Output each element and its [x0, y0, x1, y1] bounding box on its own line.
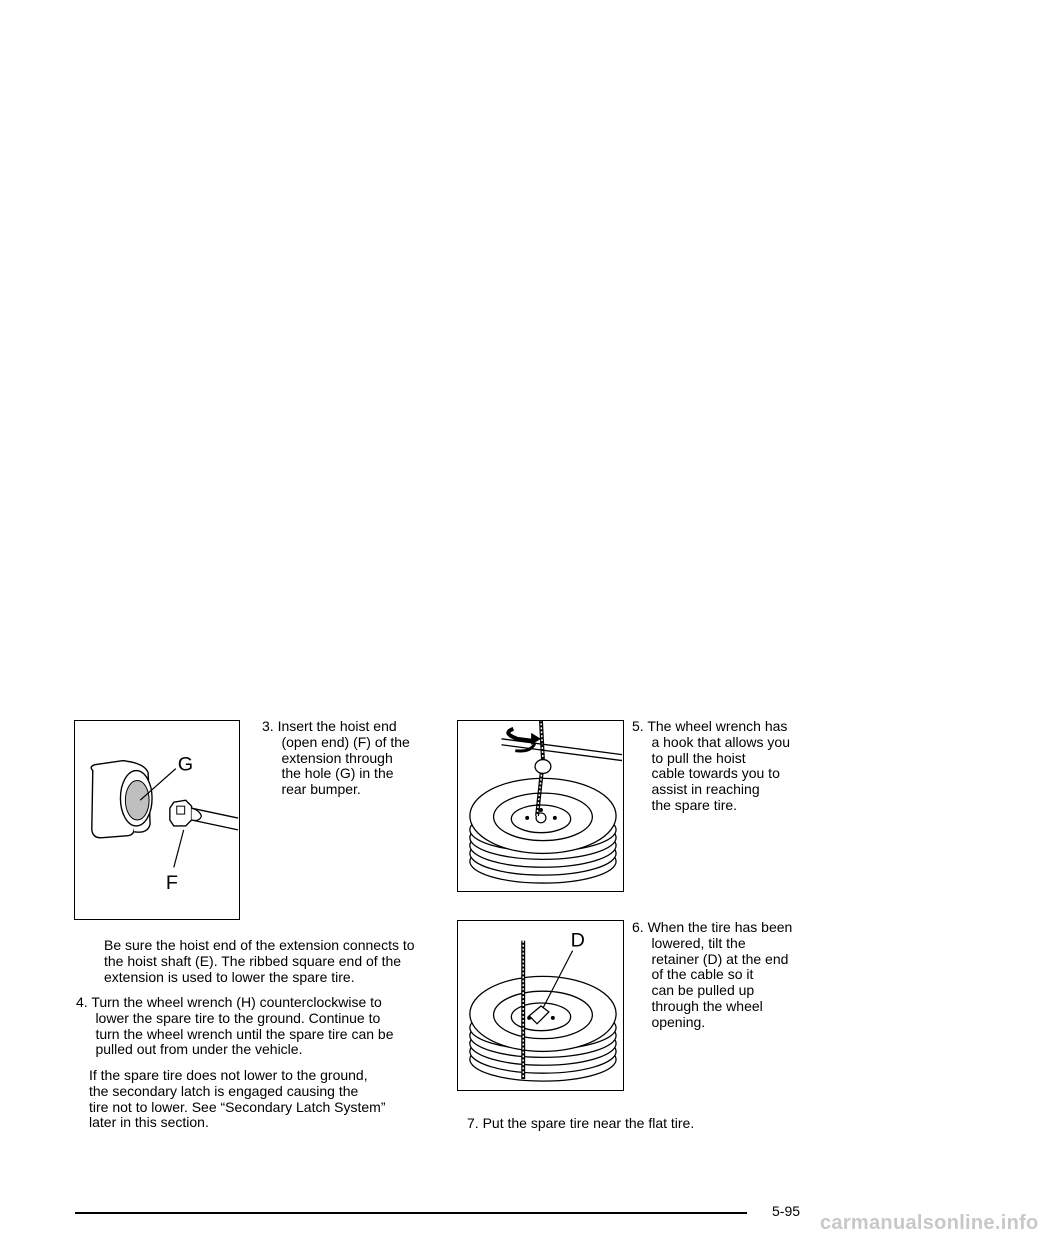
page-number: 5-95 — [772, 1203, 801, 1219]
figure-hoist-extension — [74, 720, 240, 920]
step-7: 7. Put the spare tire near the flat tire. — [467, 1115, 695, 1131]
step-3: 3. Insert the hoist end (open end) (F) of the extension through the hole (G) in the rear bumper. — [262, 718, 410, 798]
step-4-note: If the spare tire does not lower to the ground, the secondary latch is engaged causing the tire not to lower. See “Secondary Latch System” later in this section. — [89, 1067, 386, 1131]
hoist-extension-illustration — [75, 721, 239, 919]
footer-rule — [75, 1212, 747, 1214]
cable-retainer-illustration — [458, 921, 623, 1090]
step-4: 4. Turn the wheel wrench (H) counterclockwise to lower the spare tire to the ground. Continue to turn the wheel wrench until the spare tire can be pulled out from under the vehicle. — [76, 994, 394, 1058]
step-5: 5. The wheel wrench has a hook that allows you to pull the hoist cable towards you to assist in reaching the spare tire. — [632, 718, 790, 813]
watermark: carmanualsonline.info — [820, 1212, 1039, 1234]
figure-cable-retainer — [457, 920, 624, 1091]
wheel-wrench-hook-illustration — [458, 721, 623, 891]
label-g: G — [177, 753, 194, 776]
note-hoist-end: Be sure the hoist end of the extension connects to the hoist shaft (E). The ribbed square end of the extension is used to lower the spare tire. — [104, 937, 415, 985]
figure-wheel-wrench-hook — [457, 720, 624, 892]
label-d: D — [570, 929, 585, 952]
step-6: 6. When the tire has been lowered, tilt the retainer (D) at the end of the cable so it can be pulled up through the wheel opening. — [632, 919, 793, 1030]
label-f: F — [165, 872, 178, 895]
